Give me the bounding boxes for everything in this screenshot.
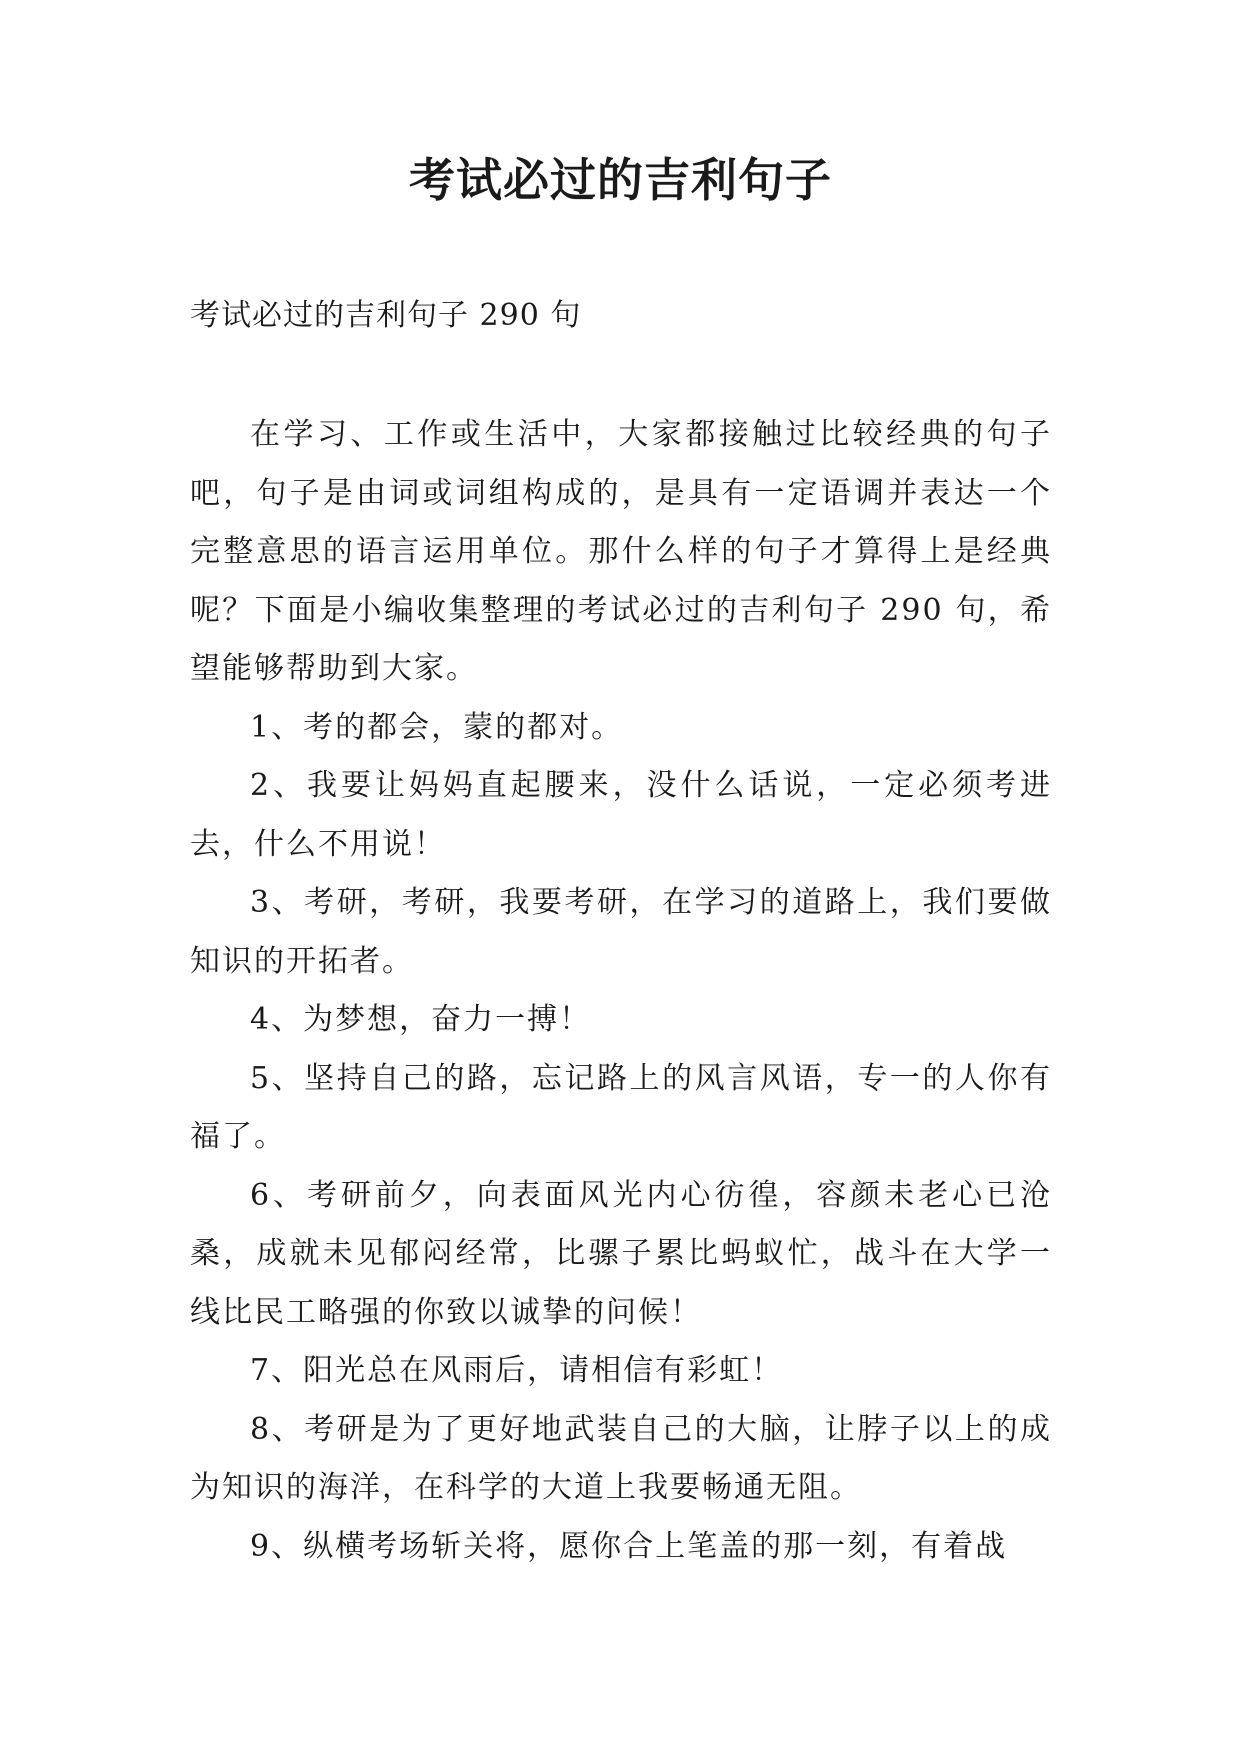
list-item: 3、考研，考研，我要考研，在学习的道路上，我们要做知识的开拓者。 <box>190 885 1052 979</box>
document-subtitle: 考试必过的吉利句子 290 句 <box>190 298 582 333</box>
list-item: 2、我要让妈妈直起腰来，没什么话说，一定必须考进去，什么不用说！ <box>190 768 1052 862</box>
intro-paragraph: 在学习、工作或生活中，大家都接触过比较经典的句子吧，句子是由词或词组构成的，是具有一定语调并表达一个完整意思的语言运用单位。那什么样的句子才算得上是经典呢？下面是小编收集整理的考试必过的吉利句子 290 句，希望能够帮助到大家。 <box>190 417 1052 686</box>
list-item: 4、为梦想，奋力一搏！ <box>250 1002 592 1037</box>
list-item: 6、考研前夕，向表面风光内心彷徨，容颜未老心已沧桑，成就未见郁闷经常，比骡子累比蚂蚁忙，战斗在大学一线比民工略强的你致以诚挚的问候！ <box>190 1177 1052 1330</box>
document-body <box>190 406 1052 1576</box>
list-item: 5、坚持自己的路，忘记路上的风言风语，专一的人你有福了。 <box>190 1060 1052 1154</box>
list-item: 1、考的都会，蒙的都对。 <box>250 709 624 745</box>
list-item: 8、考研是为了更好地武装自己的大脑，让脖子以上的成为知识的海洋，在科学的大道上我要畅通无阻。 <box>190 1411 1052 1505</box>
list-item: 7、阳光总在风雨后，请相信有彩虹！ <box>250 1353 784 1388</box>
list-item: 9、纵横考场斩关将，愿你合上笔盖的那一刻，有着战 <box>250 1528 1008 1564</box>
document-title: 考试必过的吉利句子 <box>409 153 832 207</box>
